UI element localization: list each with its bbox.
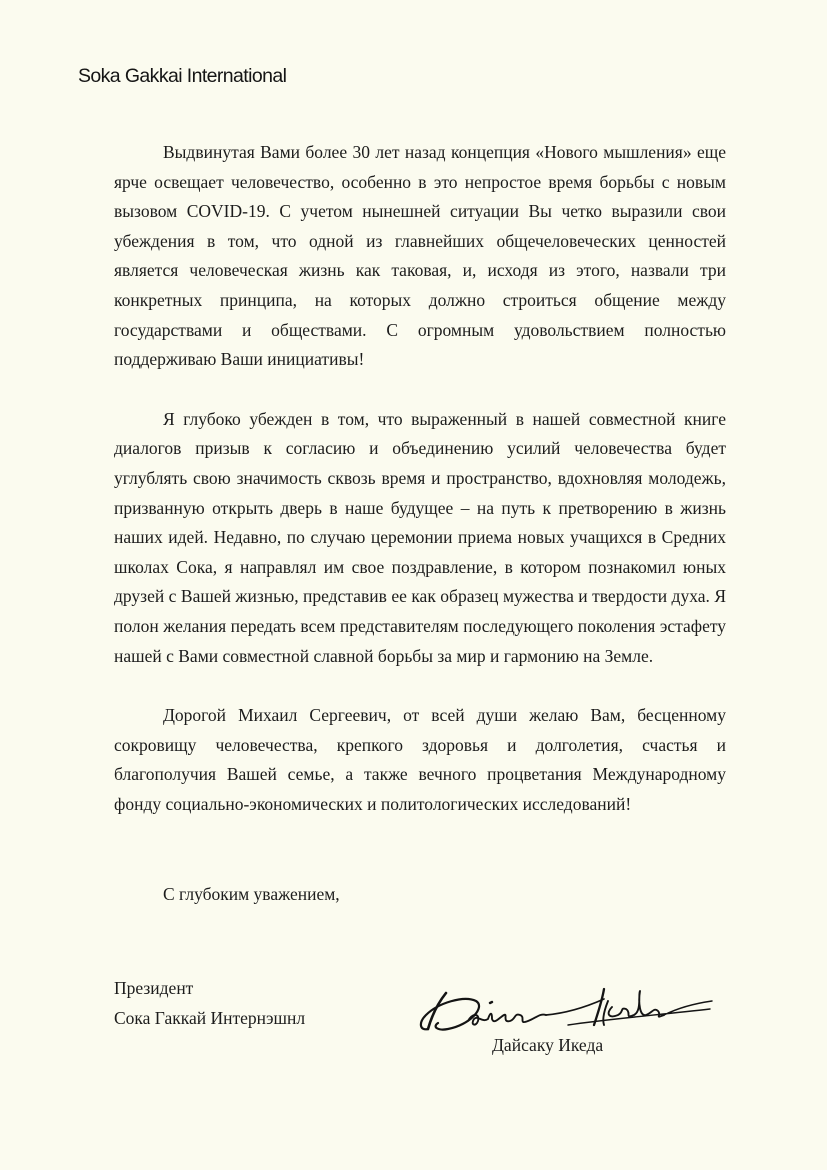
letter-paragraph-3: Дорогой Михаил Сергеевич, от всей души желаю Вам, бесценному сокровищу человечества, крепкого здоровья и долголетия, счастья и благополучия Вашей семье, а также вечного процветания Международному фонду социально-экономических и политологических исследований! <box>114 705 726 814</box>
sender-title: Президент <box>114 978 194 998</box>
sender-organization: Сока Гаккай Интернэшнл <box>114 1007 306 1028</box>
handwritten-signature <box>418 985 716 1037</box>
letterhead-organization: Soka Gakkai International <box>78 65 287 87</box>
signer-name: Дайсаку Икеда <box>492 1035 604 1055</box>
letter-body <box>114 138 726 849</box>
letter-paragraph-1: Выдвинутая Вами более 30 лет назад концепция «Нового мышления» еще ярче освещает человечество, особенно в это непростое время борьбы с новым вызовом COVID-19. С учетом нынешней ситуации Вы четко выразили свои убеждения в том, что одной из главнейших общечеловеческих ценностей является человеческая жизнь как таковая, и, исходя из этого, назвали три конкретных принципа, на которых должно строиться общение между государствами и обществами. С огромным удовольствием полностью поддерживаю Ваши инициативы! <box>114 142 726 370</box>
sender-block <box>114 974 305 1033</box>
letter-closing: С глубоким уважением, <box>163 884 340 904</box>
letter-paragraph-2: Я глубоко убежден в том, что выраженный в нашей совместной книге диалогов призыв к согласию и объединению усилий человечества будет углублять свою значимость сквозь время и пространство, вдохновляя молодежь, призванную открыть дверь в наше будущее – на путь к претворению в жизнь наших идей. Недавно, по случаю церемонии приема новых учащихся в Средних школах Сока, я направлял им свое поздравление, в котором познакомил юных друзей с Вашей жизнью, представив ее как образец мужества и твердости духа. Я полон желания передать всем представителям последующего поколения эстафету нашей с Вами совместной славной борьбы за мир и гармонию на Земле. <box>114 408 726 666</box>
